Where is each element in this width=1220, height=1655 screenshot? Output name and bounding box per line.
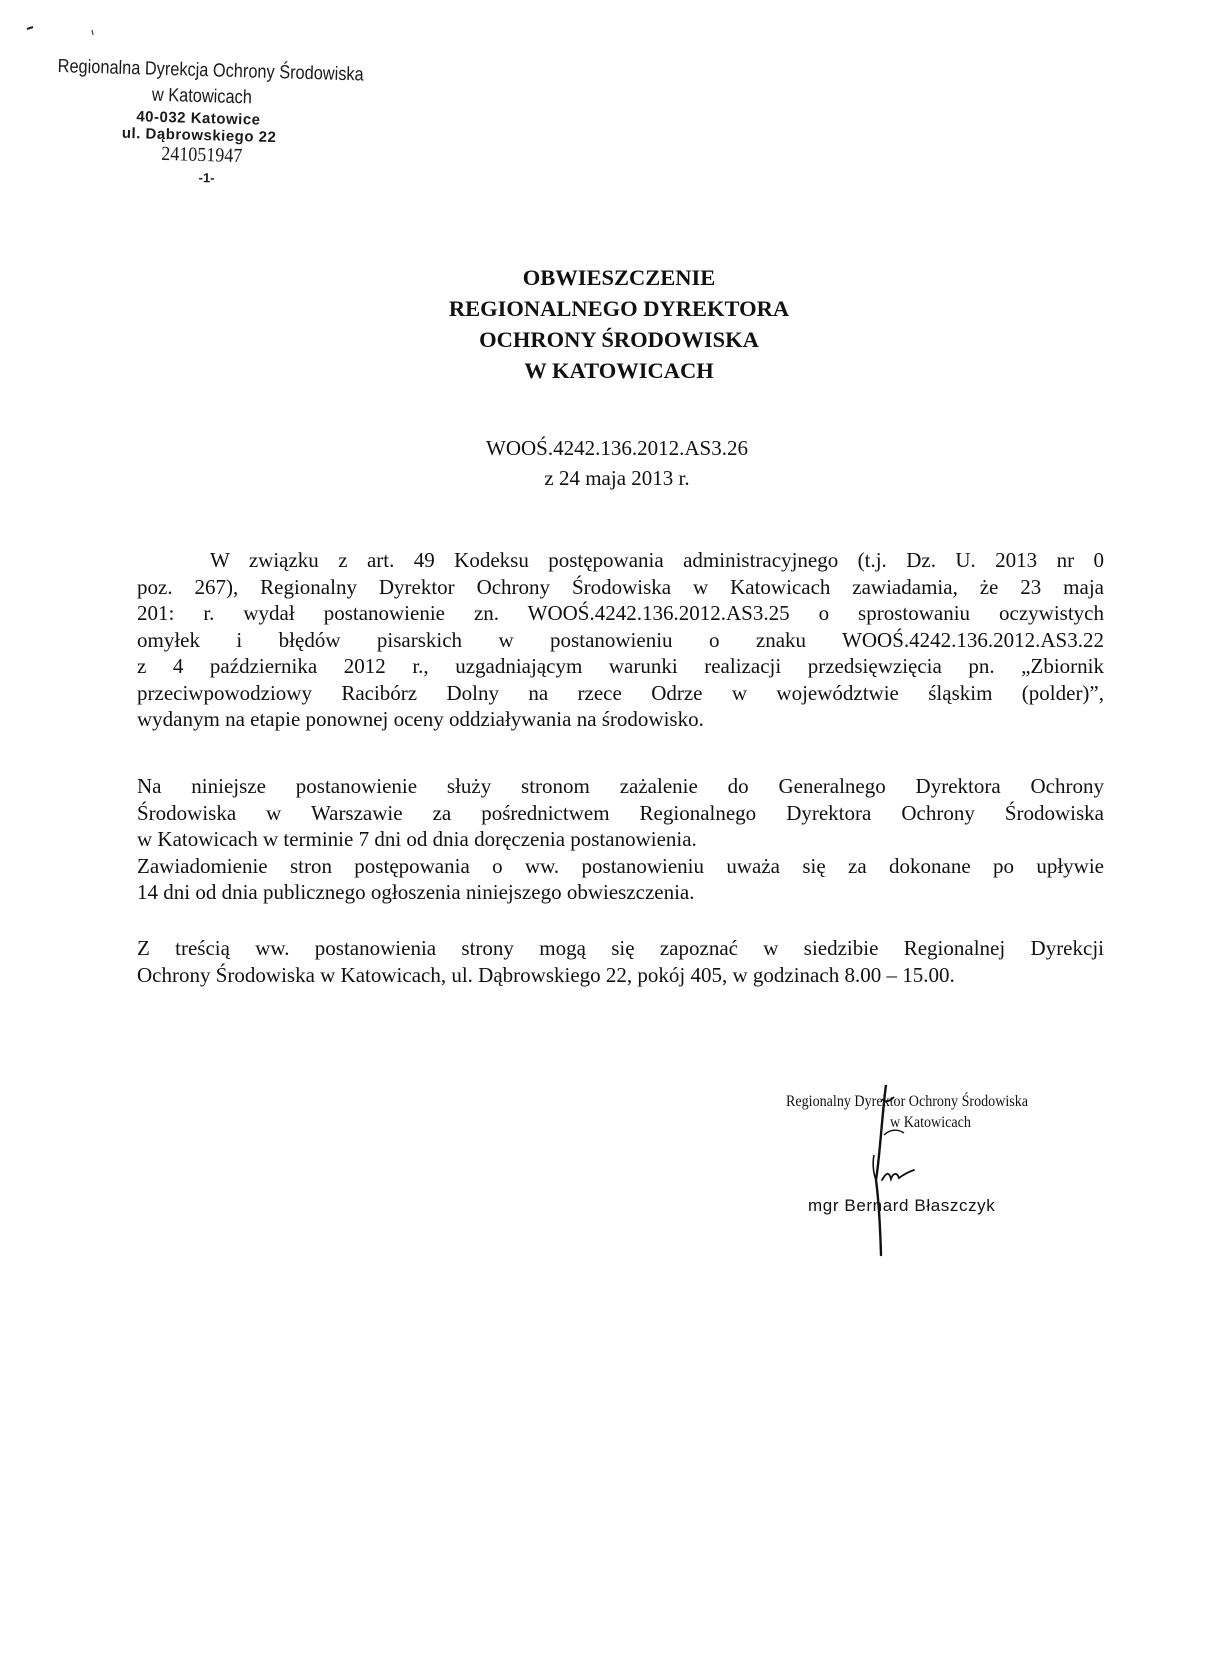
signature-block: [786, 1093, 1106, 1253]
paragraph-line: 201: r. wydał postanowienie zn. WOOŚ.4242.136.2012.AS3.25 o sprostowaniu oczywistych: [137, 601, 1104, 625]
paragraph-line: Zawiadomienie stron postępowania o ww. postanowieniu uważa się za dokonane po upływie: [137, 853, 1104, 878]
stamp-postal-code: 40-032 Katowice: [136, 108, 261, 129]
paragraph-line: Ochrony Środowiska w Katowicach, ul. Dąbrowskiego 22, pokój 405, w godzinach 8.00 – 15.00.: [137, 962, 955, 987]
stamp-regon-number: 241051947: [160, 142, 243, 168]
paragraph-line: Środowiska w Warszawie za pośrednictwem Regionalnego Dyrektora Ochrony Środowiska: [137, 800, 1104, 825]
paragraph-line: Z treścią ww. postanowienia strony mogą się zapoznać w siedzibie Regionalnej Dyrekcji: [137, 936, 1104, 960]
paragraph-line: W związku z art. 49 Kodeksu postępowania administracyjnego (t.j. Dz. U. 2013 nr 0: [210, 548, 1104, 572]
scan-artifact-marks: [0, 0, 200, 60]
title-line-3: OCHRONY ŚRODOWISKA: [479, 327, 759, 352]
paragraph-line: 14 dni od dnia publicznego ogłoszenia niniejszego obwieszczenia.: [137, 880, 695, 904]
stamp-page-marker: -1-: [198, 169, 215, 186]
paragraph-line: przeciwpowodziowy Racibórz Dolny na rzece Odrze w województwie śląskim (polder)”,: [137, 680, 1104, 705]
office-stamp: [57, 56, 378, 186]
paragraph-line: wydanym na etapie ponownej oceny oddziaływania na środowisko.: [137, 707, 704, 731]
paragraph-line: z 4 października 2012 r., uzgadniającym warunki realizacji przedsięwzięcia pn. „Zbiornik: [137, 654, 1104, 678]
signatory-name: mgr Bernard Błaszczyk: [808, 1196, 996, 1215]
paragraph-line: w Katowicach w terminie 7 dni od dnia doręczenia postanowienia.: [137, 827, 697, 851]
stamp-city: w Katowicach: [151, 84, 253, 109]
paragraph-line: Na niniejsze postanowienie służy stronom zażalenie do Generalnego Dyrektora Ochrony: [137, 774, 1104, 798]
paragraph-notification: [137, 547, 1104, 733]
document-date: z 24 maja 2013 r.: [544, 466, 690, 490]
paragraph-line: poz. 267), Regionalny Dyrektor Ochrony Środowiska w Katowicach zawiadamia, że 23 maja: [137, 574, 1104, 599]
stamp-office-name: Regionalna Dyrekcja Ochrony Środowiska: [57, 56, 364, 86]
paragraph-line: omyłek i błędów pisarskich w postanowieniu o znaku WOOŚ.4242.136.2012.AS3.22: [137, 627, 1104, 652]
title-line-2: REGIONALNEGO DYREKTORA: [448, 296, 790, 321]
stamp-street-address: ul. Dąbrowskiego 22: [121, 124, 277, 147]
reference-block: [0, 433, 1220, 493]
paragraph-access-info: [137, 935, 1104, 988]
reference-number: WOOŚ.4242.136.2012.AS3.26: [486, 436, 748, 460]
signatory-office-city: w Katowicach: [890, 1114, 971, 1131]
document-title: [0, 262, 1220, 386]
title-line-4: W KATOWICACH: [524, 358, 714, 383]
title-line-1: OBWIESZCZENIE: [522, 265, 716, 290]
handwritten-signature-icon: [856, 1085, 936, 1260]
signatory-title: Regionalny Dyrektor Ochrony Środowiska: [786, 1093, 1029, 1110]
paragraph-appeal: [137, 773, 1104, 906]
